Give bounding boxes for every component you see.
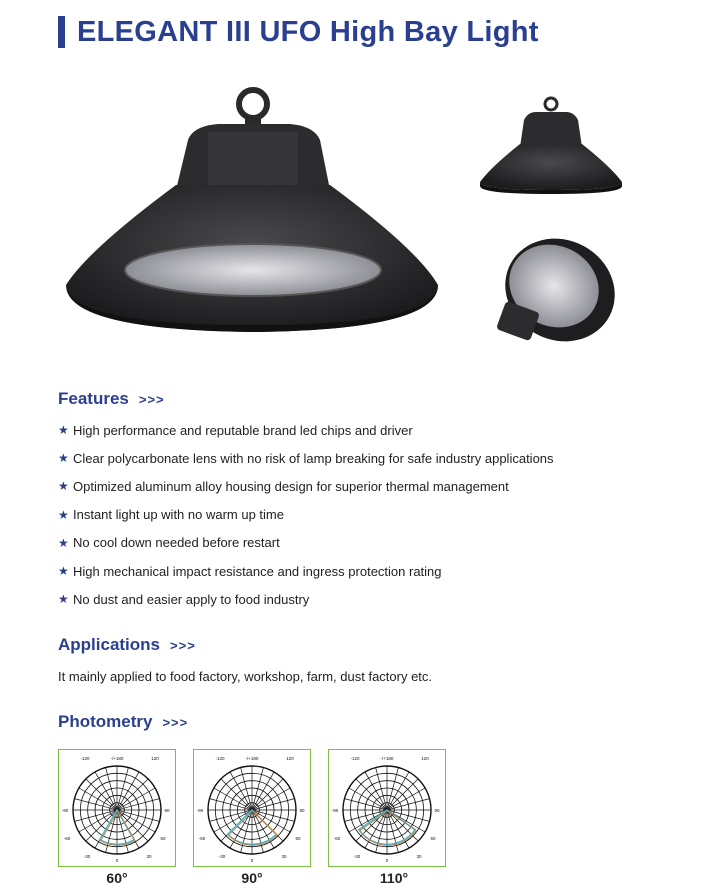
page-title: ELEGANT III UFO High Bay Light	[77, 15, 539, 48]
polar-chart	[59, 750, 175, 866]
axis-label: 30	[146, 854, 152, 859]
photometry-title: Photometry	[58, 712, 153, 731]
chevrons-icon: >>>	[162, 715, 189, 730]
product-image-side	[476, 92, 626, 202]
axis-label: -30	[353, 854, 361, 859]
axis-label: -60	[198, 836, 206, 841]
list-item	[58, 557, 678, 585]
list-item	[58, 472, 678, 500]
axis-label: 90	[164, 808, 170, 813]
feature-text: No dust and easier apply to food industry	[73, 591, 310, 607]
axis-label: 90	[434, 808, 440, 813]
beam-angle-label: 110°	[379, 870, 409, 886]
title-accent-bar	[58, 16, 65, 48]
axis-label: 0	[250, 858, 254, 863]
axis-label: 0	[115, 858, 119, 863]
star-icon: ★	[58, 451, 69, 466]
photometry-heading	[58, 712, 188, 732]
axis-label: -30	[218, 854, 226, 859]
axis-label: -60	[333, 836, 341, 841]
feature-text: High performance and reputable brand led chips and driver	[73, 422, 413, 438]
axis-label: -120	[350, 756, 360, 761]
features-title: Features	[58, 389, 129, 408]
star-icon: ★	[58, 592, 69, 607]
axis-label: 90	[299, 808, 305, 813]
chevrons-icon: >>>	[138, 392, 165, 407]
polar-chart	[194, 750, 310, 866]
feature-text: Clear polycarbonate lens with no risk of lamp breaking for safe industry applications	[73, 450, 554, 466]
applications-text: It mainly applied to food factory, workshop, farm, dust factory etc.	[58, 669, 433, 684]
product-image-main	[58, 80, 446, 370]
star-icon: ★	[58, 535, 69, 550]
axis-label: 0	[385, 858, 389, 863]
list-item	[58, 501, 678, 529]
list-item	[58, 416, 678, 444]
chevrons-icon: >>>	[170, 638, 196, 653]
axis-label: 120	[151, 756, 159, 761]
axis-label: 30	[416, 854, 422, 859]
page-title-block	[58, 14, 539, 50]
features-heading	[58, 389, 165, 409]
polar-chart	[329, 750, 445, 866]
polar-diagram-60	[58, 749, 176, 867]
axis-label: -/+180	[110, 756, 124, 761]
polar-diagram-110	[328, 749, 446, 867]
star-icon: ★	[58, 564, 69, 579]
applications-title: Applications	[58, 635, 161, 654]
axis-label: -120	[80, 756, 90, 761]
product-image-bottom	[492, 228, 617, 353]
feature-text: Optimized aluminum alloy housing design for superior thermal management	[73, 478, 509, 494]
feature-text: Instant light up with no warm up time	[73, 507, 284, 523]
applications-heading	[58, 635, 196, 655]
list-item	[58, 529, 678, 557]
polar-diagram-90	[193, 749, 311, 867]
beam-angle-label: 60°	[106, 870, 128, 886]
axis-label: 120	[421, 756, 429, 761]
feature-text: High mechanical impact resistance and ingress protection rating	[73, 563, 442, 579]
star-icon: ★	[58, 507, 69, 522]
beam-angle-label: 90°	[241, 870, 263, 886]
star-icon: ★	[58, 479, 69, 494]
axis-label: -/+180	[245, 756, 259, 761]
axis-label: 120	[286, 756, 294, 761]
axis-label: -/+180	[380, 756, 394, 761]
list-item	[58, 585, 678, 613]
axis-label: 60	[160, 836, 166, 841]
features-list	[58, 416, 678, 613]
axis-label: -90	[61, 808, 69, 813]
feature-text: No cool down needed before restart	[73, 535, 280, 551]
axis-label: -60	[63, 836, 71, 841]
list-item	[58, 444, 678, 472]
axis-label: -30	[83, 854, 91, 859]
axis-label: 60	[295, 836, 301, 841]
axis-label: -120	[215, 756, 225, 761]
axis-label: 60	[430, 836, 436, 841]
axis-label: 30	[281, 854, 287, 859]
axis-label: -90	[331, 808, 339, 813]
star-icon: ★	[58, 423, 69, 438]
axis-label: -90	[196, 808, 204, 813]
